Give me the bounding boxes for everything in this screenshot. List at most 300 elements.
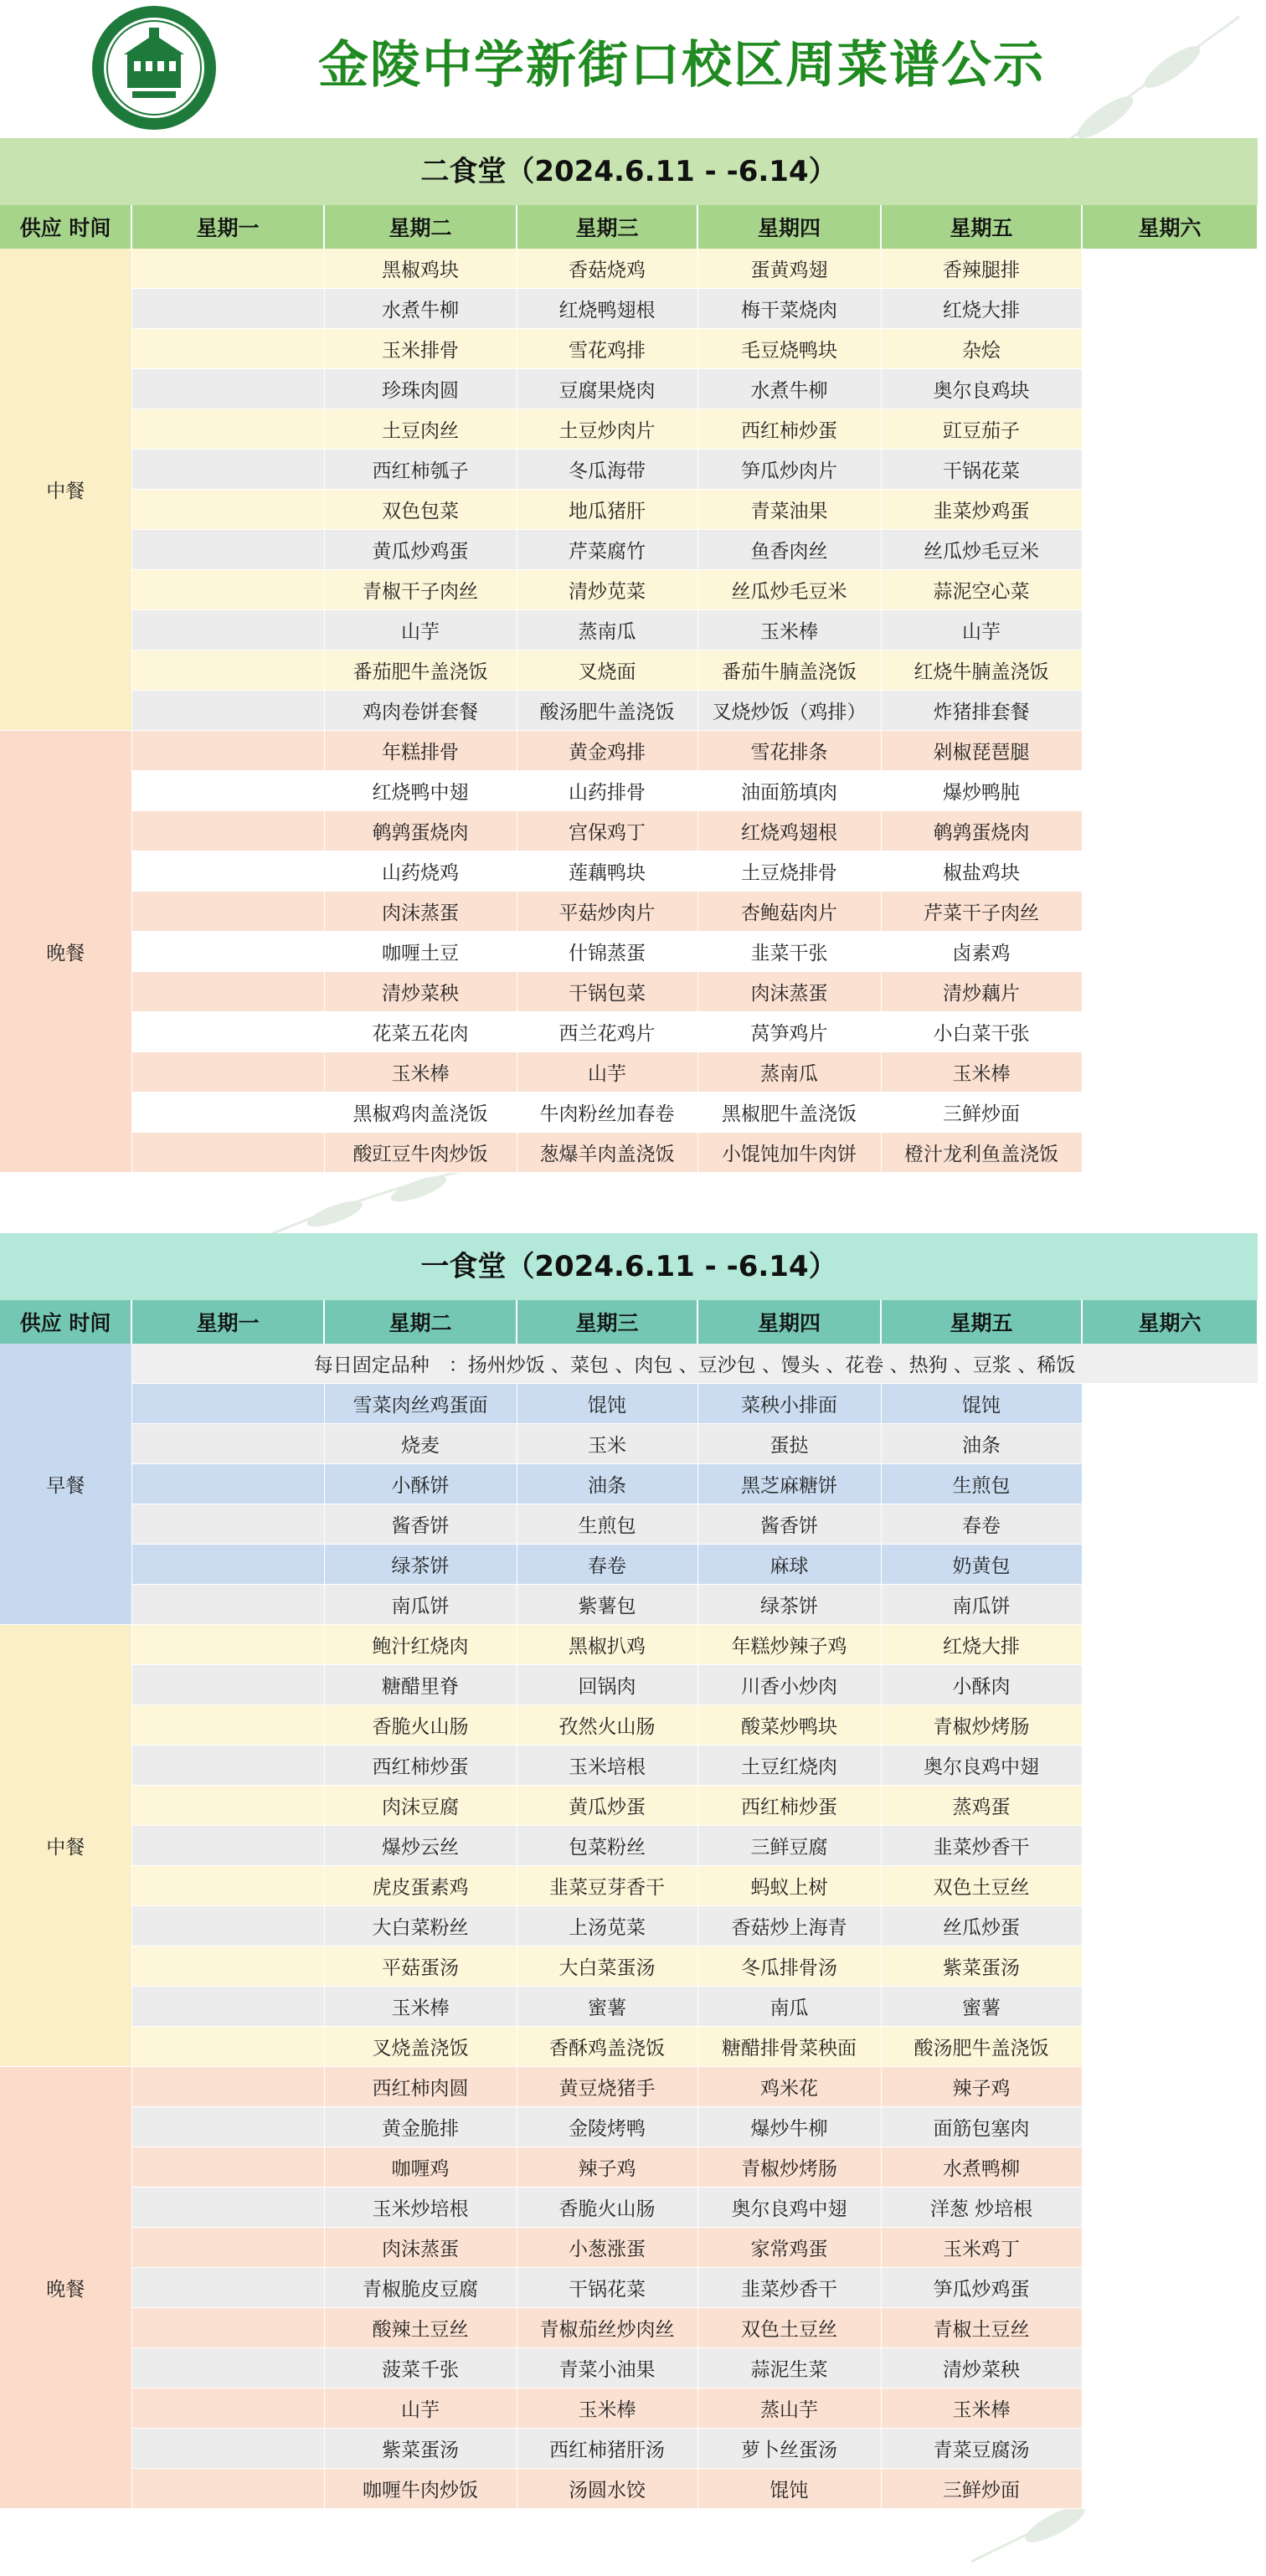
canteen1-menu-table [0, 1300, 1258, 2509]
menu-cell [1082, 570, 1258, 610]
menu-cell: 平菇炒肉片 [517, 892, 697, 932]
menu-cell: 肉沫蒸蛋 [324, 2228, 517, 2268]
menu-cell: 蒸南瓜 [517, 610, 697, 650]
menu-cell: 菜秧小排面 [697, 1384, 881, 1424]
table-row [0, 369, 1258, 409]
menu-cell: 回锅肉 [517, 1665, 697, 1705]
menu-cell: 馄饨 [881, 1384, 1082, 1424]
menu-cell [131, 1987, 324, 2027]
menu-cell: 西红柿猪肝汤 [517, 2429, 697, 2469]
table-row [0, 1424, 1258, 1464]
menu-cell [1082, 771, 1258, 811]
canteen1-title: 一食堂（2024.6.11 - -6.14） [0, 1233, 1258, 1300]
menu-cell: 酸汤肥牛盖浇饭 [881, 2027, 1082, 2067]
menu-cell: 香菇炒上海青 [697, 1906, 881, 1946]
menu-cell: 笋瓜炒肉片 [697, 450, 881, 490]
menu-cell: 黑椒鸡肉盖浇饭 [324, 1093, 517, 1133]
column-header: 星期五 [881, 205, 1082, 249]
table-row [0, 1866, 1258, 1906]
menu-cell: 绿茶饼 [324, 1545, 517, 1585]
menu-cell: 青椒土豆丝 [881, 2308, 1082, 2348]
menu-cell: 黄金脆排 [324, 2107, 517, 2147]
menu-cell: 咖喱牛肉炒饭 [324, 2469, 517, 2509]
menu-cell: 青菜油果 [697, 490, 881, 530]
menu-cell: 香脆火山肠 [324, 1705, 517, 1746]
menu-cell [131, 1093, 324, 1133]
column-header: 星期二 [324, 1300, 517, 1344]
menu-cell: 番茄牛腩盖浇饭 [697, 650, 881, 691]
table-row [0, 2228, 1258, 2268]
menu-cell: 韭菜炒香干 [697, 2268, 881, 2308]
menu-cell: 蒸南瓜 [697, 1052, 881, 1093]
menu-cell [1082, 2228, 1258, 2268]
menu-cell: 玉米鸡丁 [881, 2228, 1082, 2268]
menu-cell: 汤圆水饺 [517, 2469, 697, 2509]
menu-cell [1082, 892, 1258, 932]
column-header: 星期三 [517, 205, 697, 249]
menu-cell [1082, 1786, 1258, 1826]
menu-cell [131, 892, 324, 932]
table-row [0, 2067, 1258, 2107]
menu-cell: 小馄饨加牛肉饼 [697, 1133, 881, 1173]
table-row [0, 2469, 1258, 2509]
menu-cell [131, 1012, 324, 1052]
menu-cell [1082, 329, 1258, 369]
menu-cell [1082, 1012, 1258, 1052]
menu-cell [1082, 1424, 1258, 1464]
menu-cell: 叉烧面 [517, 650, 697, 691]
menu-cell [131, 2188, 324, 2228]
column-header: 星期六 [1082, 205, 1258, 249]
table-row [0, 450, 1258, 490]
menu-cell [131, 1746, 324, 1786]
menu-cell [1082, 409, 1258, 450]
menu-cell [1082, 1464, 1258, 1504]
menu-cell [131, 2067, 324, 2107]
canteen2-title: 二食堂（2024.6.11 - -6.14） [0, 138, 1258, 205]
table-row [0, 289, 1258, 329]
menu-cell: 水煮鸭柳 [881, 2147, 1082, 2188]
menu-cell [131, 249, 324, 289]
menu-cell [1082, 1826, 1258, 1866]
menu-cell [131, 771, 324, 811]
menu-cell: 生煎包 [517, 1504, 697, 1545]
menu-cell: 紫菜蛋汤 [881, 1946, 1082, 1987]
menu-cell: 青菜小油果 [517, 2348, 697, 2388]
menu-cell: 春卷 [881, 1504, 1082, 1545]
menu-cell: 鹌鹑蛋烧肉 [881, 811, 1082, 851]
menu-cell [131, 2228, 324, 2268]
menu-cell: 爆炒牛柳 [697, 2107, 881, 2147]
menu-cell: 爆炒云丝 [324, 1826, 517, 1866]
page-header [0, 0, 1266, 138]
menu-cell [1082, 1866, 1258, 1906]
menu-cell: 雪花鸡排 [517, 329, 697, 369]
menu-cell: 冬瓜排骨汤 [697, 1946, 881, 1987]
menu-cell [1082, 2067, 1258, 2107]
menu-cell: 三鲜炒面 [881, 2469, 1082, 2509]
menu-cell [131, 1384, 324, 1424]
menu-cell [131, 1052, 324, 1093]
menu-cell: 金陵烤鸭 [517, 2107, 697, 2147]
menu-cell: 上汤苋菜 [517, 1906, 697, 1946]
column-header: 星期四 [697, 205, 881, 249]
table-row [0, 771, 1258, 811]
menu-cell: 叉烧炒饭（鸡排） [697, 691, 881, 731]
menu-cell [1082, 1133, 1258, 1173]
menu-cell: 青菜豆腐汤 [881, 2429, 1082, 2469]
menu-cell [131, 329, 324, 369]
menu-cell: 蒸山芋 [697, 2388, 881, 2429]
menu-cell: 香辣腿排 [881, 249, 1082, 289]
menu-cell: 鸡米花 [697, 2067, 881, 2107]
menu-cell: 玉米棒 [881, 2388, 1082, 2429]
menu-cell: 蒜泥空心菜 [881, 570, 1082, 610]
menu-cell [1082, 490, 1258, 530]
menu-cell: 生煎包 [881, 1464, 1082, 1504]
table-row [0, 1906, 1258, 1946]
column-header: 供应 时间 [0, 205, 131, 249]
menu-cell: 黄金鸡排 [517, 731, 697, 771]
menu-cell [1082, 1705, 1258, 1746]
table-row [0, 610, 1258, 650]
menu-cell [131, 650, 324, 691]
table-row [0, 1504, 1258, 1545]
table-row [0, 1133, 1258, 1173]
menu-cell [1082, 2388, 1258, 2429]
menu-cell: 春卷 [517, 1545, 697, 1585]
menu-cell: 丝瓜炒毛豆米 [881, 530, 1082, 570]
table-row [0, 1705, 1258, 1746]
menu-cell: 雪花排条 [697, 731, 881, 771]
menu-cell: 山芋 [324, 2388, 517, 2429]
menu-cell: 莴笋鸡片 [697, 1012, 881, 1052]
menu-cell [131, 490, 324, 530]
table-row [0, 1012, 1258, 1052]
menu-cell: 水煮牛柳 [697, 369, 881, 409]
menu-cell: 玉米培根 [517, 1746, 697, 1786]
table-row [0, 1826, 1258, 1866]
table-row [0, 811, 1258, 851]
menu-cell: 黑芝麻糖饼 [697, 1464, 881, 1504]
menu-cell: 玉米 [517, 1424, 697, 1464]
menu-cell [131, 1585, 324, 1625]
column-header: 星期一 [131, 205, 324, 249]
menu-cell: 山药烧鸡 [324, 851, 517, 892]
menu-cell: 蒸鸡蛋 [881, 1786, 1082, 1826]
menu-cell: 卤素鸡 [881, 932, 1082, 972]
table-row [0, 1093, 1258, 1133]
menu-cell [1082, 2429, 1258, 2469]
menu-cell: 小葱涨蛋 [517, 2228, 697, 2268]
menu-cell [1082, 1545, 1258, 1585]
menu-cell [131, 972, 324, 1012]
table-row [0, 409, 1258, 450]
canteen2-menu-table [0, 205, 1258, 1173]
menu-cell: 黄瓜炒鸡蛋 [324, 530, 517, 570]
menu-cell: 鲍汁红烧肉 [324, 1625, 517, 1665]
menu-cell [1082, 610, 1258, 650]
menu-cell: 黑椒肥牛盖浇饭 [697, 1093, 881, 1133]
menu-cell [131, 1424, 324, 1464]
menu-cell: 青椒脆皮豆腐 [324, 2268, 517, 2308]
column-header: 星期一 [131, 1300, 324, 1344]
table-row [0, 2388, 1258, 2429]
menu-cell [131, 2027, 324, 2067]
menu-cell: 红烧牛腩盖浇饭 [881, 650, 1082, 691]
menu-cell: 馄饨 [517, 1384, 697, 1424]
menu-cell [131, 610, 324, 650]
menu-cell: 平菇蛋汤 [324, 1946, 517, 1987]
table-row [0, 1585, 1258, 1625]
table-row [0, 1464, 1258, 1504]
menu-cell: 蛋挞 [697, 1424, 881, 1464]
menu-cell: 大白菜蛋汤 [517, 1946, 697, 1987]
menu-cell: 红烧鸭中翅 [324, 771, 517, 811]
menu-cell [1082, 1906, 1258, 1946]
menu-cell [1082, 1987, 1258, 2027]
table-row [0, 1946, 1258, 1987]
table-row [0, 329, 1258, 369]
menu-cell [131, 731, 324, 771]
menu-cell: 辣子鸡 [517, 2147, 697, 2188]
table-row [0, 2429, 1258, 2469]
menu-cell [1082, 2027, 1258, 2067]
menu-cell [1082, 650, 1258, 691]
menu-cell [1082, 1746, 1258, 1786]
menu-cell: 橙汁龙利鱼盖浇饭 [881, 1133, 1082, 1173]
menu-cell [131, 409, 324, 450]
menu-cell: 西红柿炒蛋 [697, 1786, 881, 1826]
menu-cell: 南瓜饼 [881, 1585, 1082, 1625]
menu-cell: 红烧大排 [881, 1625, 1082, 1665]
menu-cell: 土豆肉丝 [324, 409, 517, 450]
table-row [0, 1665, 1258, 1705]
menu-cell [131, 1826, 324, 1866]
menu-cell: 西红柿炒蛋 [324, 1746, 517, 1786]
menu-cell: 小酥饼 [324, 1464, 517, 1504]
canteen2-section [0, 138, 1258, 1173]
menu-cell: 蚂蚁上树 [697, 1866, 881, 1906]
menu-cell: 雪菜肉丝鸡蛋面 [324, 1384, 517, 1424]
menu-cell: 菠菜千张 [324, 2348, 517, 2388]
menu-cell: 玉米炒培根 [324, 2188, 517, 2228]
menu-cell: 红烧大排 [881, 289, 1082, 329]
menu-cell: 香菇烧鸡 [517, 249, 697, 289]
menu-cell: 鹌鹑蛋烧肉 [324, 811, 517, 851]
menu-cell [131, 1906, 324, 1946]
menu-cell [131, 1665, 324, 1705]
menu-cell [1082, 1504, 1258, 1545]
menu-cell [131, 2348, 324, 2388]
menu-cell: 蛋黄鸡翅 [697, 249, 881, 289]
menu-cell: 干锅花菜 [517, 2268, 697, 2308]
table-row [0, 691, 1258, 731]
menu-cell: 酸辣土豆丝 [324, 2308, 517, 2348]
menu-cell [131, 2147, 324, 2188]
table-row [0, 570, 1258, 610]
menu-cell: 酸菜炒鸭块 [697, 1705, 881, 1746]
menu-cell: 鱼香肉丝 [697, 530, 881, 570]
menu-cell: 丝瓜炒毛豆米 [697, 570, 881, 610]
menu-cell: 三鲜豆腐 [697, 1826, 881, 1866]
menu-cell: 番茄肥牛盖浇饭 [324, 650, 517, 691]
table-row [0, 1384, 1258, 1424]
table-row [0, 2308, 1258, 2348]
menu-cell: 清炒苋菜 [517, 570, 697, 610]
menu-cell [1082, 2348, 1258, 2388]
menu-cell: 辣子鸡 [881, 2067, 1082, 2107]
menu-cell [1082, 731, 1258, 771]
menu-cell: 双色土豆丝 [881, 1866, 1082, 1906]
menu-cell: 牛肉粉丝加春卷 [517, 1093, 697, 1133]
menu-cell: 西红柿瓠子 [324, 450, 517, 490]
menu-cell: 梅干菜烧肉 [697, 289, 881, 329]
menu-cell [1082, 851, 1258, 892]
menu-cell: 爆炒鸭肫 [881, 771, 1082, 811]
menu-cell [1082, 450, 1258, 490]
menu-cell: 紫菜蛋汤 [324, 2429, 517, 2469]
table-header-row [0, 1300, 1258, 1344]
menu-cell: 西红柿炒蛋 [697, 409, 881, 450]
table-row [0, 972, 1258, 1012]
menu-cell: 笋瓜炒鸡蛋 [881, 2268, 1082, 2308]
menu-cell: 土豆炒肉片 [517, 409, 697, 450]
menu-cell: 玉米棒 [697, 610, 881, 650]
menu-cell: 地瓜猪肝 [517, 490, 697, 530]
table-header-row [0, 205, 1258, 249]
menu-cell: 山芋 [881, 610, 1082, 650]
menu-cell [131, 851, 324, 892]
menu-cell: 麻球 [697, 1545, 881, 1585]
menu-cell: 川香小炒肉 [697, 1665, 881, 1705]
menu-cell: 珍珠肉圆 [324, 369, 517, 409]
meal-period-label: 晚餐 [0, 2067, 131, 2509]
meal-period-label: 中餐 [0, 1625, 131, 2067]
menu-cell [131, 1625, 324, 1665]
menu-cell: 玉米排骨 [324, 329, 517, 369]
menu-cell: 香酥鸡盖浇饭 [517, 2027, 697, 2067]
table-row [0, 2147, 1258, 2188]
menu-cell: 山药排骨 [517, 771, 697, 811]
menu-cell: 黄瓜炒蛋 [517, 1786, 697, 1826]
menu-cell: 红烧鸭翅根 [517, 289, 697, 329]
menu-cell: 奥尔良鸡中翅 [881, 1746, 1082, 1786]
menu-cell: 奶黄包 [881, 1545, 1082, 1585]
table-row [0, 932, 1258, 972]
menu-cell [1082, 932, 1258, 972]
menu-cell: 韭菜炒鸡蛋 [881, 490, 1082, 530]
menu-cell: 豇豆茄子 [881, 409, 1082, 450]
menu-cell: 玉米棒 [324, 1987, 517, 2027]
menu-cell: 南瓜 [697, 1987, 881, 2027]
menu-cell: 宫保鸡丁 [517, 811, 697, 851]
menu-cell [1082, 1946, 1258, 1987]
menu-cell: 杏鲍菇肉片 [697, 892, 881, 932]
table-row [0, 2348, 1258, 2388]
menu-cell [131, 2107, 324, 2147]
menu-cell: 青椒干子肉丝 [324, 570, 517, 610]
menu-cell [1082, 2308, 1258, 2348]
menu-cell: 清炒菜秧 [324, 972, 517, 1012]
menu-cell [1082, 2147, 1258, 2188]
menu-cell: 清炒藕片 [881, 972, 1082, 1012]
menu-cell [131, 450, 324, 490]
meal-period-label: 中餐 [0, 249, 131, 731]
menu-cell: 杂烩 [881, 329, 1082, 369]
menu-cell: 西兰花鸡片 [517, 1012, 697, 1052]
menu-cell: 韭菜炒香干 [881, 1826, 1082, 1866]
menu-cell: 莲藕鸭块 [517, 851, 697, 892]
menu-cell [131, 2429, 324, 2469]
menu-cell [1082, 2107, 1258, 2147]
menu-cell: 土豆红烧肉 [697, 1746, 881, 1786]
menu-cell: 小白菜干张 [881, 1012, 1082, 1052]
column-header: 星期五 [881, 1300, 1082, 1344]
menu-cell: 丝瓜炒蛋 [881, 1906, 1082, 1946]
menu-cell: 蜜薯 [881, 1987, 1082, 2027]
column-header: 星期二 [324, 205, 517, 249]
table-row [0, 1052, 1258, 1093]
menu-cell: 油条 [881, 1424, 1082, 1464]
menu-cell: 肉沫蒸蛋 [697, 972, 881, 1012]
menu-cell: 青椒炒烤肠 [697, 2147, 881, 2188]
menu-cell: 蜜薯 [517, 1987, 697, 2027]
menu-cell [1082, 289, 1258, 329]
menu-cell [131, 1786, 324, 1826]
menu-cell [131, 530, 324, 570]
menu-cell: 香脆火山肠 [517, 2188, 697, 2228]
menu-cell: 干锅包菜 [517, 972, 697, 1012]
menu-cell: 年糕炒辣子鸡 [697, 1625, 881, 1665]
menu-cell [1082, 1052, 1258, 1093]
menu-cell: 萝卜丝蛋汤 [697, 2429, 881, 2469]
menu-cell: 年糕排骨 [324, 731, 517, 771]
menu-cell: 油面筋填肉 [697, 771, 881, 811]
menu-cell: 双色包菜 [324, 490, 517, 530]
menu-cell [131, 1545, 324, 1585]
menu-cell: 南瓜饼 [324, 1585, 517, 1625]
menu-cell [1082, 1093, 1258, 1133]
menu-cell [1082, 1384, 1258, 1424]
column-header: 星期四 [697, 1300, 881, 1344]
column-header: 供应 时间 [0, 1300, 131, 1344]
menu-cell [1082, 811, 1258, 851]
table-row [0, 2107, 1258, 2147]
menu-cell: 葱爆羊肉盖浇饭 [517, 1133, 697, 1173]
table-row [0, 530, 1258, 570]
menu-cell: 酸汤肥牛盖浇饭 [517, 691, 697, 731]
menu-cell: 咖喱鸡 [324, 2147, 517, 2188]
menu-cell: 干锅花菜 [881, 450, 1082, 490]
menu-cell: 豆腐果烧肉 [517, 369, 697, 409]
menu-cell [131, 289, 324, 329]
menu-cell [131, 932, 324, 972]
menu-cell: 咖喱土豆 [324, 932, 517, 972]
table-row [0, 731, 1258, 771]
menu-cell: 清炒菜秧 [881, 2348, 1082, 2388]
table-row [0, 1746, 1258, 1786]
menu-cell [1082, 249, 1258, 289]
menu-cell: 孜然火山肠 [517, 1705, 697, 1746]
menu-cell: 黑椒扒鸡 [517, 1625, 697, 1665]
table-row [0, 1545, 1258, 1585]
menu-cell: 炸猪排套餐 [881, 691, 1082, 731]
page-title: 金陵中学新街口校区周菜谱公示 [318, 36, 1045, 95]
menu-cell: 家常鸡蛋 [697, 2228, 881, 2268]
menu-cell [1082, 2268, 1258, 2308]
menu-cell [1082, 691, 1258, 731]
